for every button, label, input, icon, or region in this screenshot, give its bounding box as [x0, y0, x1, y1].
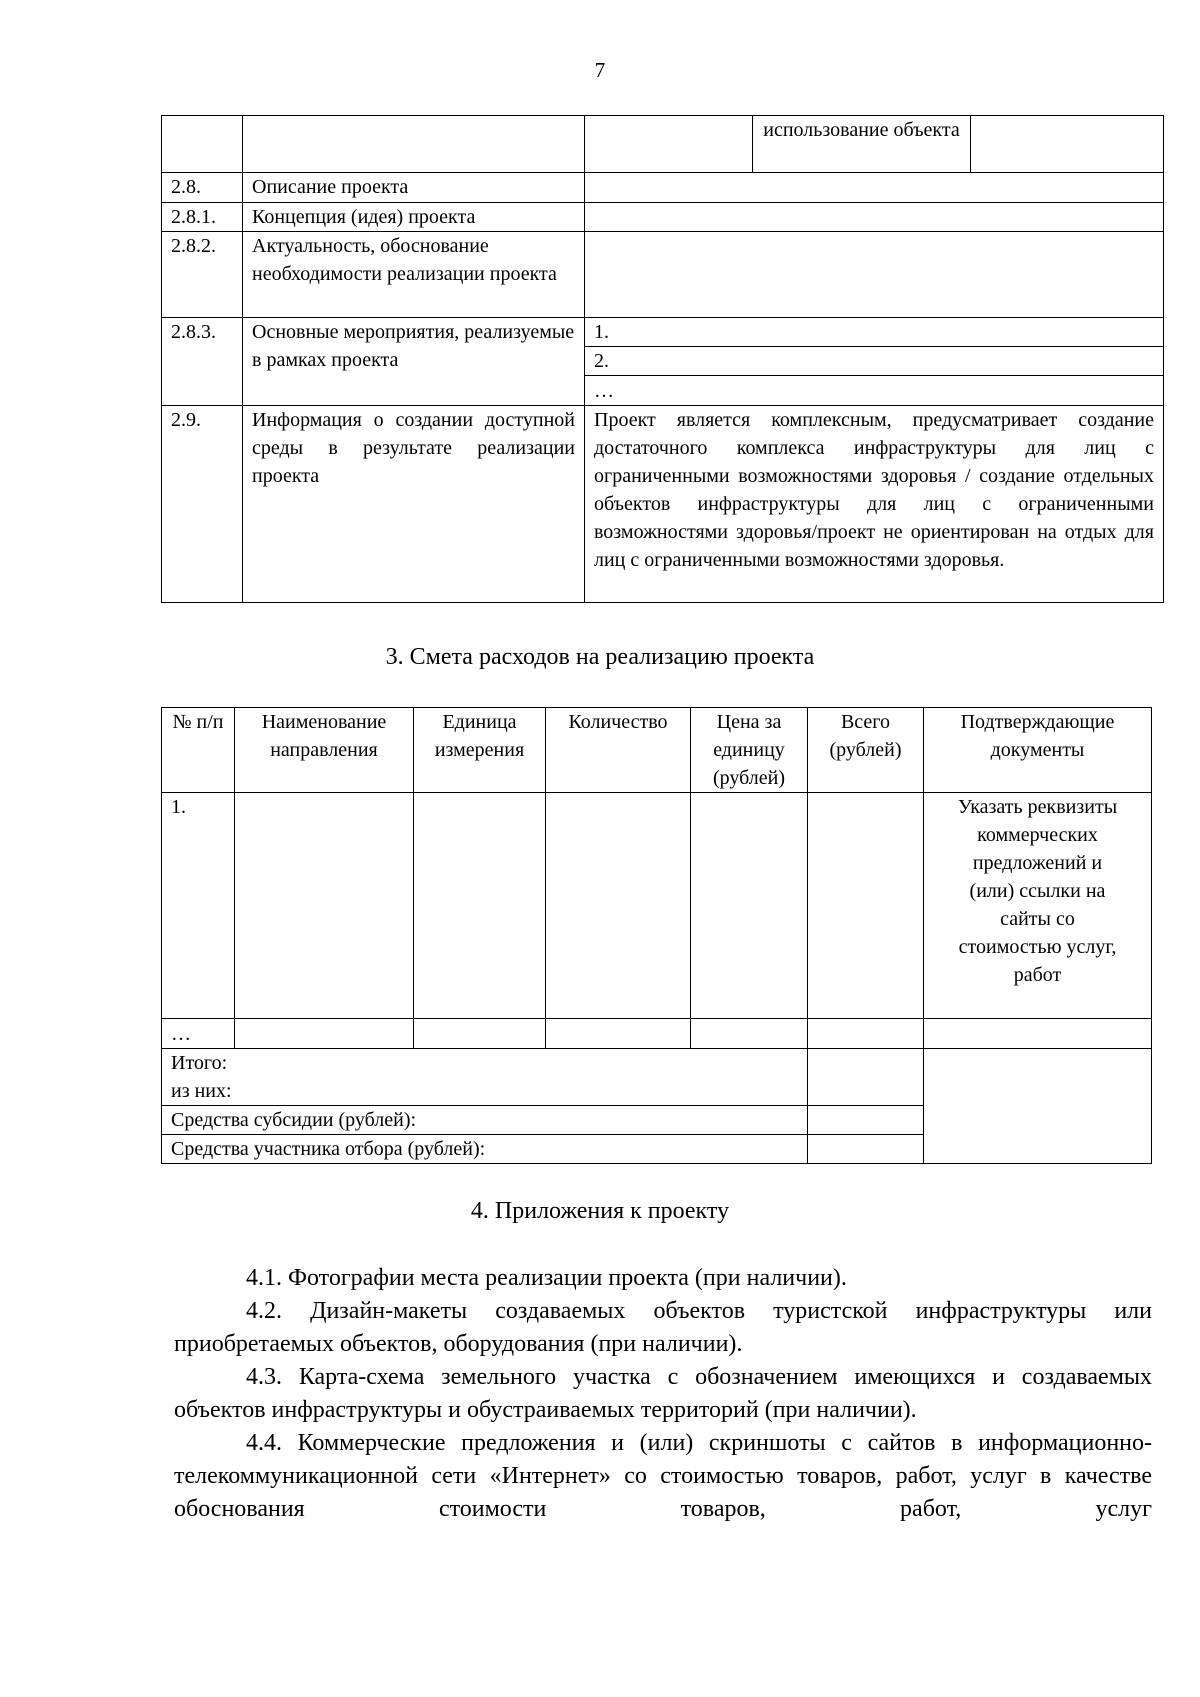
table-row: 2.8.2. Актуальность, обоснование необходимости реализации проекта — [162, 232, 1164, 318]
participant-row: Средства участника отбора (рублей): — [162, 1135, 1152, 1164]
section-4-title: 4. Приложения к проекту — [470, 1198, 730, 1224]
budget-table — [161, 707, 1152, 1164]
project-info-table — [161, 115, 1164, 603]
total-row: Итого: из них: — [162, 1049, 1152, 1106]
attachments-list — [174, 1262, 1152, 1526]
activity-item[interactable]: 1. — [585, 318, 1164, 347]
attachment-item: 4.1. Фотографии места реализации проекта (при наличии). — [246, 1265, 847, 1291]
activity-item[interactable]: 2. — [585, 347, 1164, 376]
table-row: 2.8.1. Концепция (идея) проекта — [162, 203, 1164, 232]
header-row: № п/п Наименование направления Единица измерения Количество Цена за единицу (рублей) Всего (рублей) Подтверждающие документы — [162, 708, 1152, 793]
table-row: 1. Указать реквизиты коммерческих предложений и (или) ссылки на сайты со стоимостью услуг, работ — [162, 793, 1152, 1019]
attachment-item: 4.3. Карта-схема земельного участка с обозначением имеющихся и создаваемых объектов инфраструктуры и обустраиваемых территорий (при наличии). — [174, 1364, 1152, 1423]
accessibility-value: Проект является комплексным, предусматривает создание достаточного комплекса инфраструктуры для лиц с ограниченными возможностями здоровья / создание отдельных объектов инфраструктуры для лиц с ограниченными возможностями здоровья/проект не ориентирован на отдых для лиц с ограниченными возможностями здоровья. — [585, 406, 1164, 603]
value-cell[interactable] — [585, 232, 1164, 318]
subsidy-row: Средства субсидии (рублей): — [162, 1106, 1152, 1135]
table-row: 2.9. Информация о создании доступной среды в результате реализации проекта Проект является комплексным, предусматривает создание достаточного комплекса инфраструктуры для лиц с ограниченными возможностями здоровья / создание отдельных объектов инфраструктуры для лиц с ограниченными возможностями здоровья/проект не ориентирован на отдых для лиц с ограниченными возможностями здоровья. — [162, 406, 1164, 603]
page-number: 7 — [594, 58, 606, 82]
section-3-title: 3. Смета расходов на реализацию проекта — [385, 644, 815, 670]
docs-hint: Указать реквизиты коммерческих предложений и (или) ссылки на сайты со стоимостью услуг, работ — [924, 793, 1152, 1019]
table-row: 2.8.3. Основные мероприятия, реализуемые в рамках проекта 1. — [162, 318, 1164, 347]
value-cell[interactable] — [585, 173, 1164, 203]
value-cell[interactable] — [585, 203, 1164, 232]
header-cell: использование объекта — [753, 116, 971, 173]
attachment-item: 4.2. Дизайн-макеты создаваемых объектов туристской инфраструктуры или приобретаемых объектов, оборудования (при наличии). — [174, 1298, 1152, 1357]
attachment-item: 4.4. Коммерческие предложения и (или) скриншоты с сайтов в информационно-телекоммуникационной сети «Интернет» со стоимостью товаров, работ, услуг в качестве обоснования стоимости товаров, работ, услуг — [174, 1430, 1152, 1522]
table-row: 2.8. Описание проекта — [162, 173, 1164, 203]
table-row: … — [162, 1019, 1152, 1049]
activity-item[interactable]: … — [585, 376, 1164, 406]
